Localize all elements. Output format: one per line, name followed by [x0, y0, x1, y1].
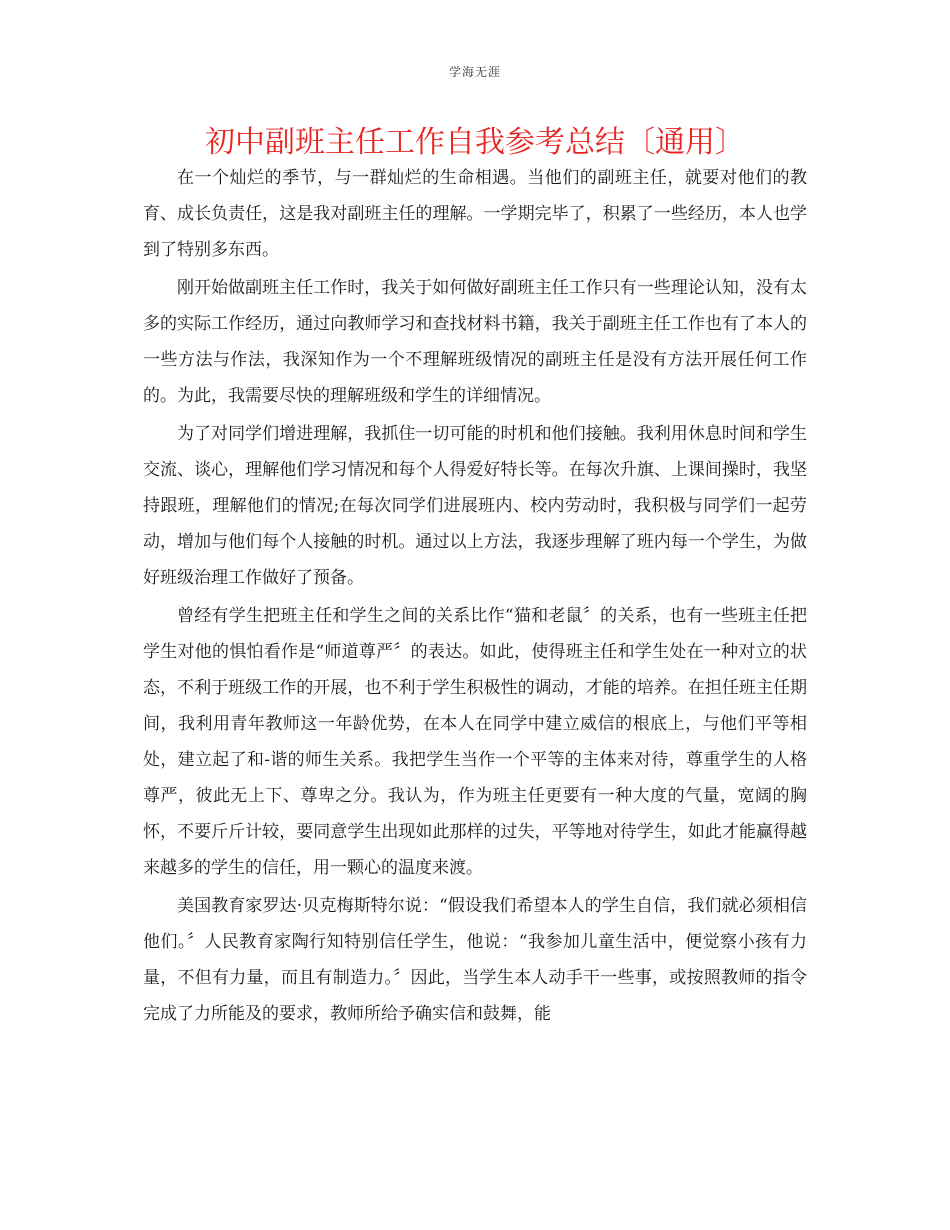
paragraph: 为了对同学们增进理解，我抓住一切可能的时机和他们接触。我利用休息时间和学生交流、谈心，理解他们学习情况和每个人得爱好特长等。在每次升旗、上课间操时，我坚持跟班，理解他们的情况;在每次同学们进展班内、校内劳动时，我积极与同学们一起劳动，增加与他们每个人接触的时机。通过以上方法，我逐步理解了班内每一个学生，为做好班级治理工作做好了预备。: [143, 424, 807, 588]
paragraph: 在一个灿烂的季节，与一群灿烂的生命相遇。当他们的副班主任，就要对他们的教育、成长负责任，这是我对副班主任的理解。一学期完毕了，积累了一些经历，本人也学到了特别多东西。: [143, 168, 807, 260]
page-header: 学海无涯: [448, 65, 501, 79]
paragraph: 美国教育家罗达·贝克梅斯特尔说：“假设我们希望本人的学生自信，我们就必须相信他们。〞人民教育家陶行知特别信任学生，他说：“我参加儿童生活中，便觉察小孩有力量，不但有力量，而且有制造力。〞因此，当学生本人动手干一些事，或按照教师的指令完成了力所能及的要求，教师所给予确实信和鼓舞，能: [143, 896, 807, 1024]
paragraph: 刚开始做副班主任工作时，我关于如何做好副班主任工作只有一些理论认知，没有太多的实际工作经历，通过向教师学习和查找材料书籍，我关于副班主任工作也有了本人的一些方法与作法，我深知作为一个不理解班级情况的副班主任是没有方法开展任何工作的。为此，我需要尽快的理解班级和学生的详细情况。: [143, 278, 807, 406]
paragraph: 曾经有学生把班主任和学生之间的关系比作“猫和老鼠〞的关系，也有一些班主任把学生对他的惧怕看作是“师道尊严〞的表达。如此，使得班主任和学生处在一种对立的状态，不利于班级工作的开展，也不利于学生积极性的调动，才能的培养。在担任班主任期间，我利用青年教师这一年龄优势，在本人在同学中建立威信的根底上，与他们平等相处，建立起了和-谐的师生关系。我把学生当作一个平等的主体来对待，尊重学生的人格尊严，彼此无上下、尊卑之分。我认为，作为班主任更要有一种大度的气量，宽阔的胸怀，不要斤斤计较，要同意学生出现如此那样的过失，平等地对待学生，如此才能赢得越来越多的学生的信任，用一颗心的温度来渡。: [143, 606, 807, 878]
document-body: [143, 160, 807, 1034]
document-title: 初中副班主任工作自我参考总结〔通用〕: [205, 125, 745, 160]
